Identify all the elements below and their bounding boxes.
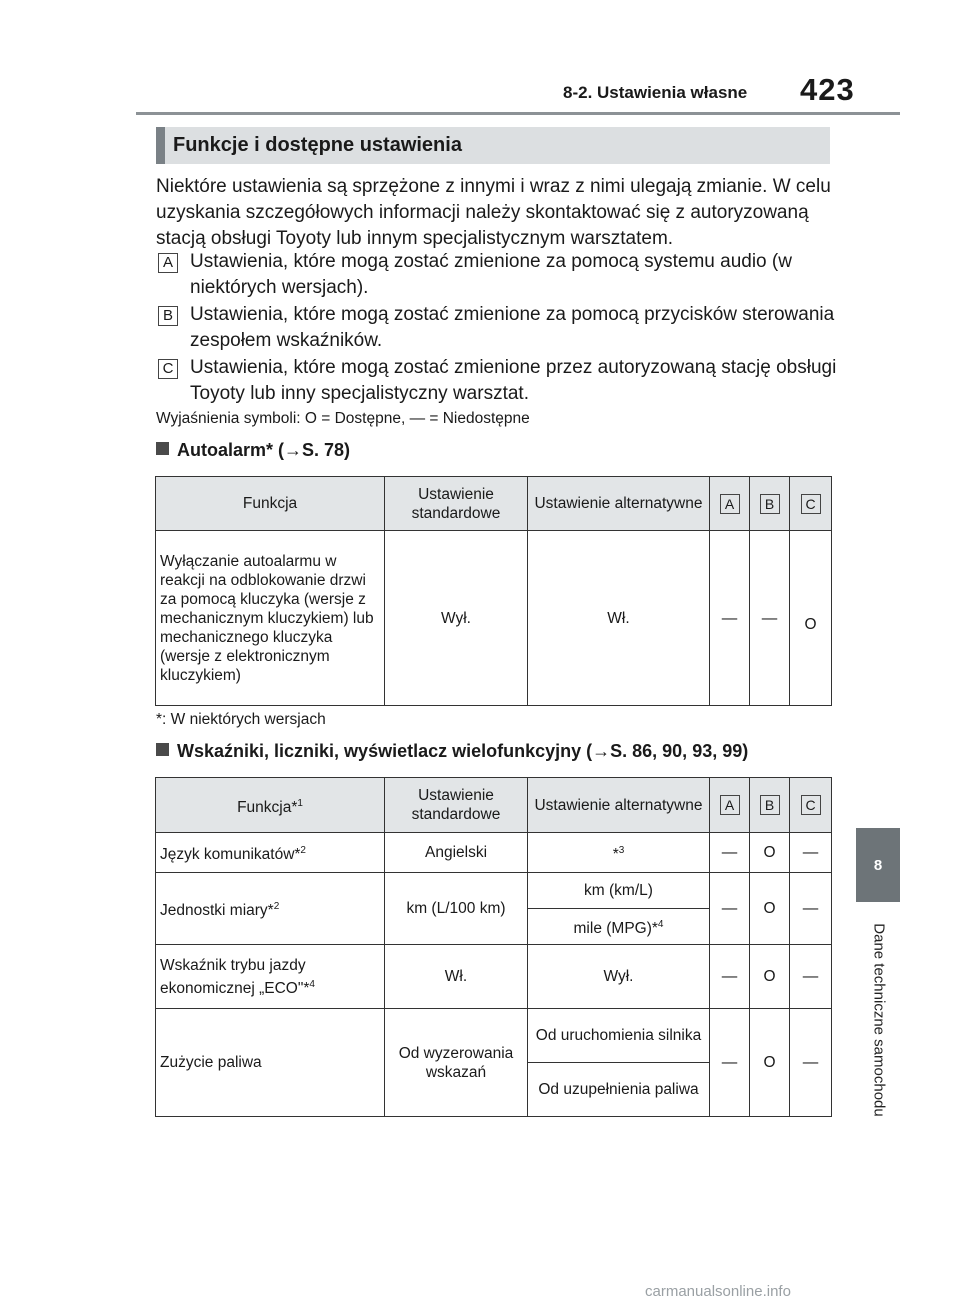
watermark: carmanualsonline.info [645,1283,791,1300]
cell-alternative-1: Od uruchomienia silnika [528,1009,710,1063]
cell-standard: km (L/100 km) [385,873,528,945]
chapter-tab-label: Dane techniczne samochodu [870,923,888,1117]
subsection-gauges [156,741,748,762]
cell-a: — [710,873,750,945]
cell-c: O [790,531,832,706]
cell-alternative: *$^3$ [528,833,710,873]
table-row [156,945,832,1009]
col-header-c: C [790,778,832,833]
col-header-a: A [710,778,750,833]
item-a [158,249,838,301]
table-row [156,1009,832,1063]
col-header-standard: Ustawienie standardowe [385,778,528,833]
table-row [156,833,832,873]
cell-function: Język komunikatów*$^2$ [156,833,385,873]
col-header-alternative: Ustawienie alternatywne [528,778,710,833]
cell-alternative-2: Od uzupełnienia paliwa [528,1063,710,1117]
table-row [156,873,832,909]
table-gauges [155,777,832,1117]
cell-b: O [750,833,790,873]
cell-b: O [750,945,790,1009]
bullet-square-icon [156,743,169,756]
table-autoalarm [155,476,832,706]
cell-standard: Od wyzerowania wskazań [385,1009,528,1117]
letter-box-a: A [158,253,178,273]
cell-a: — [710,833,750,873]
table-row [156,531,832,706]
cell-c: — [790,873,832,945]
cell-a: — [710,1009,750,1117]
cell-a: — [710,531,750,706]
intro-paragraph: Niektóre ustawienia są sprzężone z innymi i wraz z nimi ulegają zmianie. W celu uzyskania szczegółowych informacji należy skontaktować się z autoryzowaną stacją obsługi Toyoty lub innym specjalistycznym warsztatem. [156,176,831,249]
item-c [158,355,838,407]
letter-box-c: C [158,359,178,379]
section-title-text: Funkcje i dostępne ustawienia [173,134,462,156]
col-header-standard: Ustawienie standardowe [385,477,528,531]
page-number: 423 [800,72,855,107]
item-a-text: Ustawienia, które mogą zostać zmienione za pomocą systemu audio (w niektórych wersjach). [190,251,792,298]
table-header-row [156,477,832,531]
cell-c: — [790,1009,832,1117]
cell-standard: Wył. [385,531,528,706]
chapter-tab: 8 [856,828,900,902]
cell-function: Zużycie paliwa [156,1009,385,1117]
subsection-gauges-title: Wskaźniki, liczniki, wyświetlacz wielofunkcyjny (→S. 86, 90, 93, 99) [177,741,749,761]
header-rule [136,112,900,115]
item-c-text: Ustawienia, które mogą zostać zmienione przez autoryzowaną stację obsługi Toyoty lub inny specjalistyczny warsztat. [190,357,837,404]
col-header-alternative: Ustawienie alternatywne [528,477,710,531]
cell-alternative: Wł. [528,531,710,706]
cell-b: O [750,1009,790,1117]
running-header-section: 8-2. Ustawienia własne [563,83,748,102]
col-header-b: B [750,778,790,833]
col-header-a: A [710,477,750,531]
cell-c: — [790,945,832,1009]
col-header-b: B [750,477,790,531]
item-b [158,302,838,354]
cell-function: Wskaźnik trybu jazdy ekonomicznej „ECO"*$^4$ [156,945,385,1009]
cell-alternative-1: km (km/L) [528,873,710,909]
cell-function: Jednostki miary*$^2$ [156,873,385,945]
letter-box-b: B [158,306,178,326]
section-title [156,127,830,164]
col-header-function: Funkcja*$^1$ [156,778,385,833]
cell-alternative: Wył. [528,945,710,1009]
col-header-c: C [790,477,832,531]
col-header-function: Funkcja [156,477,385,531]
cell-c: — [790,833,832,873]
cell-a: — [710,945,750,1009]
cell-standard: Angielski [385,833,528,873]
table-header-row [156,778,832,833]
item-b-text: Ustawienia, które mogą zostać zmienione za pomocą przycisków sterowania zespołem wskaźników. [190,304,835,351]
cell-standard: Wł. [385,945,528,1009]
subsection-autoalarm [156,440,350,461]
cell-function: Wyłączanie autoalarmu w reakcji na odblokowanie drzwi za pomocą kluczyka (wersje z mechanicznym kluczykiem) lub mechanicznego kluczyka (wersje z elektronicznym kluczykiem) [156,531,385,706]
cell-b: O [750,873,790,945]
subsection-autoalarm-title: Autoalarm* (→S. 78) [177,440,351,460]
cell-alternative-2: mile (MPG)*$^4$ [528,909,710,945]
symbol-legend: Wyjaśnienia symboli: O = Dostępne, — = Niedostępne [156,410,530,427]
bullet-square-icon [156,442,169,455]
cell-b: — [750,531,790,706]
footnote: *: W niektórych wersjach [156,711,326,728]
